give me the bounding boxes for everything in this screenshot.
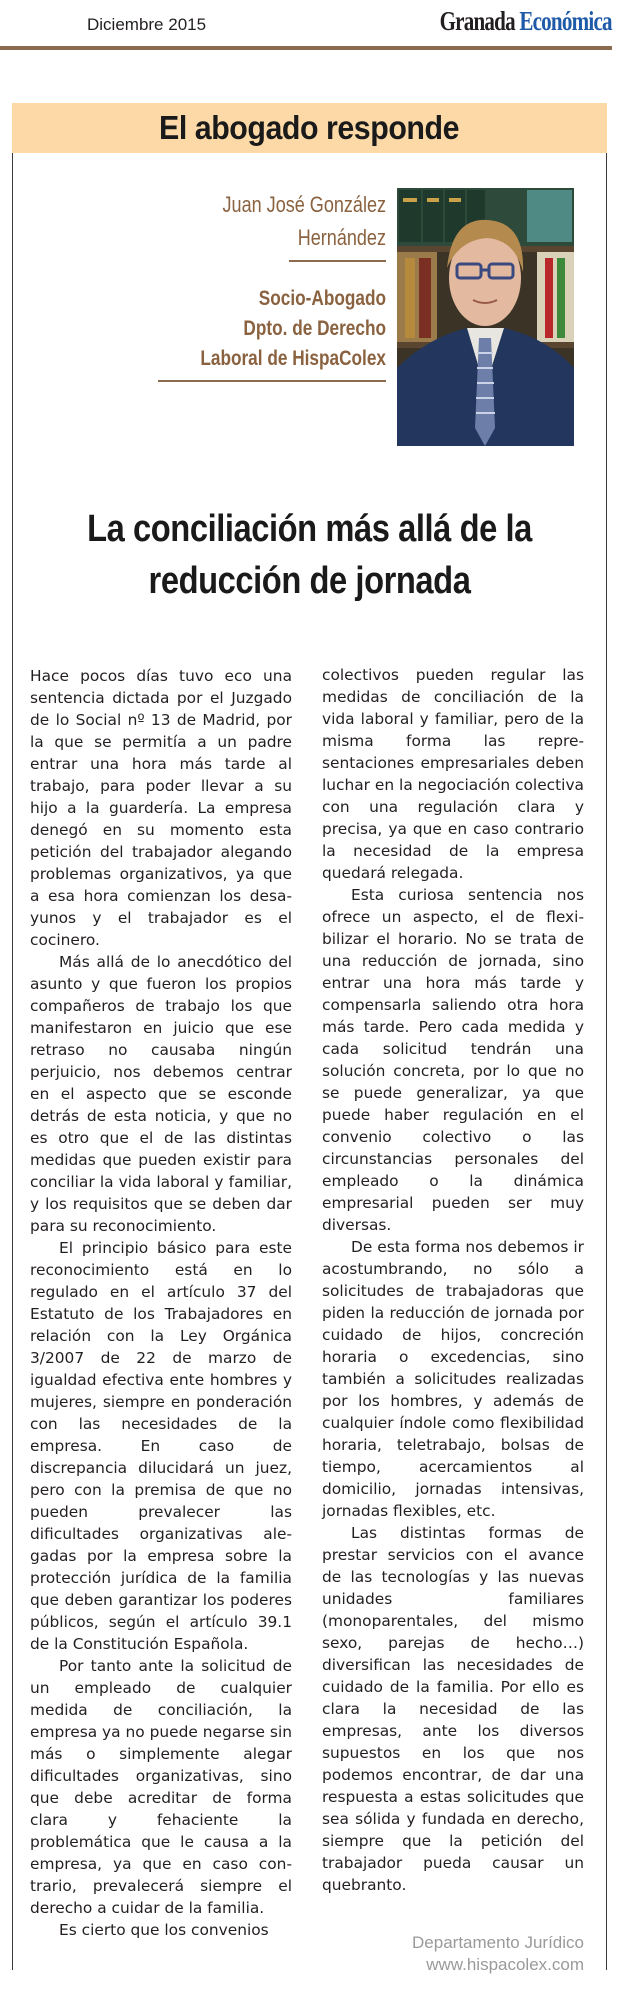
section-title: El abogado responde (159, 109, 460, 146)
issue-date: Diciembre 2015 (87, 15, 207, 34)
article-signoff (412, 1932, 584, 1976)
header-rule (0, 46, 612, 50)
paragraph: colectivos pueden regular las medidas de conciliación de la vida laboral y familiar, pero de la misma forma las representaciones empresariales deben luchar en la negociación colectiva con una regulación clara y precisa, ya que en caso contrario la necesidad de la empresa quedará relegada. (322, 666, 584, 882)
paragraph: El principio básico para este reconocimiento está en lo regulado en el artículo 37 del Estatuto de los Trabajadores en relación con la Ley Orgánica 3/2007 de 22 de marzo de igualdad efectiva ente hombres y mujeres, siempre en ponderación con las necesidades de la empresa. En caso de discrepancia dilucidará un juez, pero con la premisa de que no pueden prevalecer las dificultades organizativas alegadas por la empresa sobre la protección jurídica de la familia que deben garantizar los poderes públicos, según el artículo 39.1 de la Constitución Española. (30, 1239, 292, 1653)
article-headline (12, 503, 607, 607)
author-portrait-illustration (397, 188, 574, 446)
article-column-left (30, 665, 292, 1941)
author-name-line1: Juan José González (222, 192, 386, 217)
author-role-line2: Dpto. de Derecho (243, 317, 386, 340)
author-divider (289, 260, 386, 262)
masthead-granada: Granada (439, 6, 516, 36)
signoff-department: Departamento Jurídico (412, 1933, 584, 1952)
signoff-website[interactable]: www.hispacolex.com (426, 1955, 584, 1974)
author-block (158, 188, 386, 382)
section-banner (12, 103, 607, 153)
paragraph: Hace pocos días tuvo eco una sentencia dictada por el Juzgado de lo Social nº 13 de Madrid, por la que se permitía a un padre entrar una hora más tarde al trabajo, para poder llevar a su hijo a la guardería. La empresa denegó en su momento esta petición del trabajador alegando problemas organizativos, ya que a esa hora comienzan los desayunos y el trabajador es el cocinero. (30, 667, 292, 949)
paragraph: Las distintas formas de prestar servicios con el avance de las tecnologías y las nuevas unidades familiares (monoparentales, del mismo sexo, parejas de hecho…) diversifican las necesidades de cuidado de la familia. Por ello es clara la necesidad de las empresas, ante los diversos supuestos en los que nos podemos encontrar, de dar una respuesta a estas solicitudes que sea sólida y fundada en derecho, siempre que la petición del trabajador pueda causar un quebranto. (322, 1524, 584, 1894)
paragraph: Es cierto que los convenios (59, 1921, 269, 1939)
frame-border-right (606, 153, 607, 1970)
article-column-right (322, 664, 584, 1896)
headline-line1: La conciliación más allá de la (87, 508, 532, 550)
author-role-line1: Socio-Abogado (258, 287, 386, 310)
masthead-economica: Económica (519, 6, 612, 36)
author-photo (397, 188, 574, 446)
headline-line2: reducción de jornada (148, 560, 471, 602)
paragraph: Más allá de lo anecdótico del asunto y que fueron los propios compañeros de trabajo los que manifestaron en juicio que ese retraso no causaba ningún perjuicio, nos debemos centrar en el aspecto que se esconde detrás de esta noticia, y que no es otro que el de las distintas medidas que pueden existir para conciliar la vida laboral y familiar, y los requisitos que se deben dar para su reconocimiento. (30, 953, 292, 1235)
paragraph: De esta forma nos debemos ir acostumbrando, no sólo a solicitudes de trabajadoras que piden la reducción de jornada por cuidado de hijos, concreción horaria o excedencias, sino también a solicitudes realizadas por los hombres, y además de cualquier índole como flexibilidad horaria, teletrabajo, bolsas de tiempo, acercamientos al domicilio, jornadas intensivas, jornadas flexibles, etc. (322, 1238, 584, 1520)
author-name-line2: Hernández (297, 225, 386, 250)
author-divider-bottom (158, 380, 386, 382)
publication-masthead (440, 6, 612, 37)
frame-border-left (12, 153, 13, 1970)
author-role-line3: Laboral de HispaColex (200, 347, 386, 370)
paragraph: Esta curiosa sentencia nos ofrece un aspecto, el de flexibilizar el horario. No se trata de una reducción de jornada, sino entrar una hora más tarde y compensarla saliendo otra hora más tarde. Pero cada medida y cada solicitud tendrán una solución concreta, por lo que no se puede generalizar, ya que puede haber regulación en el convenio colectivo o las circunstancias personales del empleado o la dinámica empresarial pueden ser muy diversas. (322, 886, 584, 1234)
page-header (0, 0, 620, 50)
paragraph: Por tanto ante la solicitud de un empleado de cualquier medida de conciliación, la empresa ya no puede negarse sin más o simplemente alegar dificultades organizativas, sino que debe acreditar de forma clara y fehaciente la problemática que le causa a la empresa, ya que en caso contrario, prevalecerá siempre el derecho a cuidar de la familia. (30, 1657, 292, 1917)
